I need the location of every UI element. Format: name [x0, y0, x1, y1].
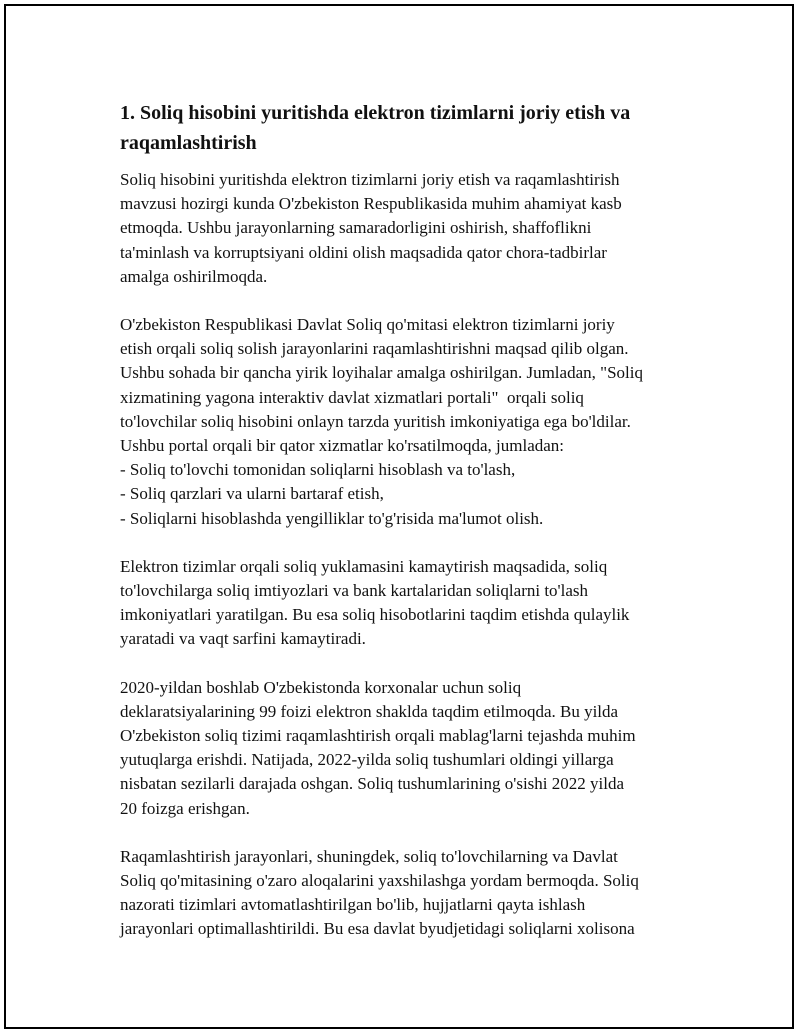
paragraph-line: nazorati tizimlari avtomatlashtirilgan bo'lib, hujjatlarni qayta ishlash: [120, 895, 586, 915]
paragraph-line: to'lovchilar soliq hisobini onlayn tarzda yuritish imkoniyatiga ega bo'ldilar.: [120, 411, 631, 431]
heading-line: 1. Soliq hisobini yuritishda elektron tizimlarni joriy etish va: [120, 102, 631, 124]
paragraph-line: 2020-yildan boshlab O'zbekistonda korxonalar uchun soliq: [120, 677, 522, 697]
paragraph: [120, 555, 700, 652]
paragraph-line: mavzusi hozirgi kunda O'zbekiston Respublikasida muhim ahamiyat kasb: [120, 194, 622, 214]
paragraph-line: to'lovchilarga soliq imtiyozlari va bank kartalaridan soliqlarni to'lash: [120, 581, 588, 601]
paragraph-line: yutuqlarga erishdi. Natijada, 2022-yilda soliq tushumlari oldingi yillarga: [120, 750, 614, 770]
paragraph-line: Soliq hisobini yuritishda elektron tizimlarni joriy etish va raqamlashtirish: [120, 170, 620, 189]
paragraph-line: - Soliq to'lovchi tomonidan soliqlarni hisoblash va to'lash,: [120, 460, 516, 480]
paragraph-line: nisbatan sezilarli darajada oshgan. Soliq tushumlarining o'sishi 2022 yilda: [120, 774, 625, 794]
paragraph-line: Elektron tizimlar orqali soliq yuklamasini kamaytirish maqsadida, soliq: [120, 556, 608, 576]
paragraph-line: Ushbu portal orqali bir qator xizmatlar ko'rsatilmoqda, jumladan:: [120, 436, 565, 456]
paragraph-line: etmoqda. Ushbu jarayonlarning samaradorligini oshirish, shaffoflikni: [120, 218, 592, 238]
paragraph-line: 20 foizga erishgan.: [120, 798, 250, 818]
heading-line: raqamlashtirish: [120, 132, 257, 154]
paragraph-line: - Soliqlarni hisoblashda yengilliklar to'g'risida ma'lumot olish.: [120, 508, 544, 528]
paragraph-line: amalga oshirilmoqda.: [120, 266, 268, 286]
paragraph-line: Raqamlashtirish jarayonlari, shuningdek, soliq to'lovchilarning va Davlat: [120, 846, 618, 866]
paragraph-line: deklaratsiyalarining 99 foizi elektron shaklda taqdim etilmoqda. Bu yilda: [120, 701, 619, 721]
paragraph-line: - Soliq qarzlari va ularni bartaraf etish,: [120, 484, 384, 504]
paragraph-line: jarayonlari optimallashtirildi. Bu esa davlat byudjetidagi soliqlarni xolisona: [120, 919, 635, 939]
paragraph-line: Ushbu sohada bir qancha yirik loyihalar amalga oshirilgan. Jumladan, "Soliq: [120, 363, 643, 383]
paragraph-line: O'zbekiston soliq tizimi raqamlashtirish orqali mablag'larni tejashda muhim: [120, 726, 636, 746]
paragraph-line: O'zbekiston Respublikasi Davlat Soliq qo'mitasi elektron tizimlarni joriy: [120, 315, 615, 335]
paragraph-line: yaratadi va vaqt sarfini kamaytiradi.: [120, 629, 366, 649]
paragraphs: [120, 168, 700, 942]
paragraph-line: imkoniyatlari yaratilgan. Bu esa soliq hisobotlarini taqdim etishda qulaylik: [120, 605, 630, 625]
paragraph-line: Soliq qo'mitasining o'zaro aloqalarini yaxshilashga yordam bermoqda. Soliq: [120, 871, 639, 891]
paragraph-line: ta'minlash va korruptsiyani oldini olish maqsadida qator chora-tadbirlar: [120, 242, 607, 262]
paragraph: [120, 313, 700, 531]
document-body: [120, 98, 700, 966]
paragraph: [120, 676, 700, 821]
paragraph-line: xizmatining yagona interaktiv davlat xizmatlari portali" orqali soliq: [120, 387, 584, 407]
document-page: [4, 4, 794, 1029]
paragraph-line: etish orqali soliq solish jarayonlarini raqamlashtirishni maqsad qilib olgan.: [120, 339, 629, 359]
paragraph: [120, 168, 700, 289]
paragraph: [120, 845, 700, 942]
section-heading: [120, 98, 700, 158]
